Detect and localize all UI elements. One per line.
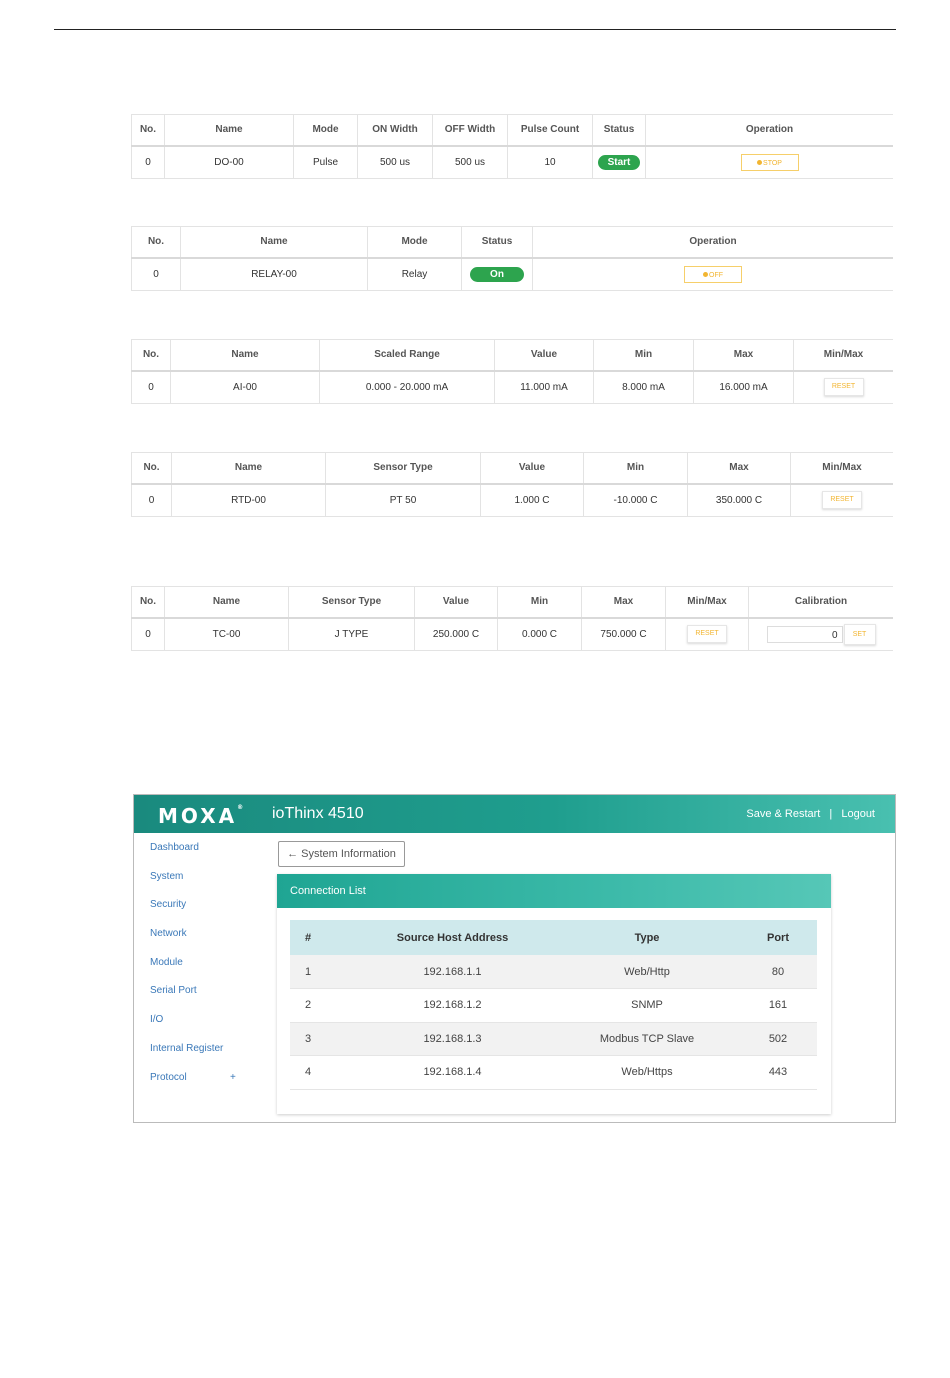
col-header: Min — [498, 587, 582, 618]
col-header: Value — [415, 587, 498, 618]
col-header: Value — [481, 453, 584, 484]
col-header: Operation — [533, 227, 894, 258]
sensor-type: J TYPE — [289, 618, 415, 651]
panel-title: Connection List — [277, 874, 831, 908]
sidebar-nav — [150, 841, 260, 1099]
table-row — [290, 989, 817, 1023]
table-row — [132, 484, 894, 517]
channel-name: AI-00 — [171, 371, 320, 404]
conn-port: 161 — [768, 999, 788, 1012]
channel-max: 750.000 C — [582, 618, 666, 651]
expand-plus-icon[interactable]: + — [230, 1071, 236, 1083]
col-header: Min/Max — [791, 453, 894, 484]
channel-value: 11.000 mA — [495, 371, 594, 404]
rtd-channel-table — [131, 452, 893, 517]
channel-no: 0 — [132, 618, 165, 651]
logout-link[interactable]: Logout — [841, 808, 875, 820]
stop-button[interactable] — [741, 154, 799, 171]
col-header: # — [305, 931, 312, 944]
channel-max: 350.000 C — [688, 484, 791, 517]
col-header: Calibration — [749, 587, 894, 618]
sidebar-item-security[interactable]: Security — [150, 899, 187, 911]
channel-name: DO-00 — [165, 146, 294, 179]
conn-host: 192.168.1.4 — [423, 1066, 482, 1079]
channel-value: 1.000 C — [481, 484, 584, 517]
tc-channel-table — [131, 586, 893, 651]
col-header: Name — [165, 587, 289, 618]
sidebar-item-io[interactable]: I/O — [150, 1014, 164, 1026]
conn-host: 192.168.1.3 — [423, 1032, 482, 1045]
sidebar-item-label: Protocol — [150, 1071, 187, 1083]
col-header: Name — [172, 453, 326, 484]
col-header: OFF Width — [433, 115, 508, 146]
conn-type: Web/Http — [624, 965, 670, 978]
off-width: 500 us — [433, 146, 508, 179]
moxa-logo — [158, 804, 243, 828]
sidebar-item-system[interactable]: System — [150, 870, 184, 882]
conn-host: 192.168.1.1 — [423, 965, 482, 978]
channel-no: 0 — [132, 371, 171, 404]
col-header: Port — [767, 931, 789, 944]
off-icon — [703, 272, 708, 277]
back-to-system-information-button[interactable]: ← System Information — [278, 841, 405, 867]
channel-name: TC-00 — [165, 618, 289, 651]
sidebar-item-network[interactable]: Network — [150, 928, 187, 940]
conn-type: Modbus TCP Slave — [599, 1032, 695, 1045]
channel-max: 16.000 mA — [694, 371, 794, 404]
reset-button[interactable]: RESET — [822, 491, 862, 509]
col-header: Max — [688, 453, 791, 484]
stop-label: STOP — [763, 159, 782, 167]
logo-mark: ® — [237, 804, 244, 811]
channel-min: 0.000 C — [498, 618, 582, 651]
table-row — [132, 146, 894, 179]
conn-port: 502 — [768, 1032, 788, 1045]
col-header: ON Width — [358, 115, 433, 146]
logo-text: MOXA — [158, 804, 238, 828]
reset-button[interactable]: RESET — [824, 378, 864, 396]
sidebar-item-internal-register[interactable]: Internal Register — [150, 1042, 224, 1054]
col-header: No. — [132, 340, 171, 371]
table-row — [290, 955, 817, 989]
col-header: Name — [165, 115, 294, 146]
status-badge: On — [470, 267, 524, 282]
conn-type: SNMP — [631, 999, 663, 1012]
calibration-input[interactable]: 0 — [767, 626, 843, 643]
sidebar-item-serial-port[interactable]: Serial Port — [150, 985, 197, 997]
col-header: No. — [132, 587, 165, 618]
ai-channel-table — [131, 339, 893, 404]
header-links — [740, 808, 875, 820]
col-header: Type — [634, 931, 660, 944]
channel-no: 0 — [132, 146, 165, 179]
channel-mode: Relay — [368, 258, 462, 291]
app-header — [134, 795, 895, 833]
col-header: Sensor Type — [326, 453, 481, 484]
col-header: Status — [593, 115, 646, 146]
col-header: Name — [171, 340, 320, 371]
connection-table — [290, 920, 817, 1090]
sidebar-item-dashboard[interactable]: Dashboard — [150, 842, 199, 853]
calibration-control — [767, 624, 876, 645]
col-header: Scaled Range — [320, 340, 495, 371]
col-header: Value — [495, 340, 594, 371]
col-header: Max — [582, 587, 666, 618]
channel-no: 0 — [132, 258, 181, 291]
table-row — [132, 258, 894, 291]
col-header: Mode — [368, 227, 462, 258]
col-header: Operation — [646, 115, 894, 146]
channel-name: RELAY-00 — [181, 258, 368, 291]
page-top-rule — [54, 29, 896, 30]
set-button[interactable]: SET — [844, 624, 876, 645]
scaled-range: 0.000 - 20.000 mA — [320, 371, 495, 404]
col-header: Pulse Count — [508, 115, 593, 146]
pulse-count: 10 — [508, 146, 593, 179]
sensor-type: PT 50 — [326, 484, 481, 517]
col-header: No. — [132, 453, 172, 484]
col-header: Min/Max — [666, 587, 749, 618]
save-restart-link[interactable]: Save & Restart — [746, 808, 821, 820]
col-header: Mode — [294, 115, 358, 146]
table-row — [132, 371, 894, 404]
col-header: No. — [132, 115, 165, 146]
channel-min: 8.000 mA — [594, 371, 694, 404]
channel-mode: Pulse — [294, 146, 358, 179]
col-header: Sensor Type — [289, 587, 415, 618]
col-header: Status — [462, 227, 533, 258]
conn-index: 3 — [305, 1032, 312, 1045]
reset-button[interactable]: RESET — [687, 625, 727, 643]
col-header: No. — [132, 227, 181, 258]
col-header: Min — [584, 453, 688, 484]
table-row — [290, 1022, 817, 1056]
product-name: ioThinx 4510 — [272, 805, 364, 822]
conn-port: 80 — [771, 965, 785, 978]
header-separator: | — [829, 808, 833, 820]
col-header: Min/Max — [794, 340, 894, 371]
channel-name: RTD-00 — [172, 484, 326, 517]
col-header: Name — [181, 227, 368, 258]
table-row — [132, 618, 894, 651]
channel-min: -10.000 C — [584, 484, 688, 517]
off-label: OFF — [709, 271, 723, 279]
conn-port: 443 — [768, 1066, 788, 1079]
col-header: Max — [694, 340, 794, 371]
status-badge: Start — [598, 155, 641, 170]
col-header: Min — [594, 340, 694, 371]
table-row — [290, 1056, 817, 1090]
channel-value: 250.000 C — [415, 618, 498, 651]
conn-index: 1 — [305, 965, 312, 978]
moxa-web-console — [133, 794, 896, 1123]
sidebar-item-module[interactable]: Module — [150, 956, 183, 968]
conn-index: 4 — [305, 1066, 312, 1079]
conn-host: 192.168.1.2 — [423, 999, 482, 1012]
do-channel-table — [131, 114, 893, 179]
col-header: Source Host Address — [396, 931, 509, 944]
conn-type: Web/Https — [621, 1066, 673, 1079]
channel-no: 0 — [132, 484, 172, 517]
off-button[interactable] — [684, 266, 742, 283]
connection-list-panel — [277, 874, 831, 1114]
conn-index: 2 — [305, 999, 312, 1012]
relay-channel-table — [131, 226, 893, 291]
on-width: 500 us — [358, 146, 433, 179]
sidebar-item-protocol[interactable] — [150, 1071, 260, 1100]
stop-icon — [757, 160, 762, 165]
